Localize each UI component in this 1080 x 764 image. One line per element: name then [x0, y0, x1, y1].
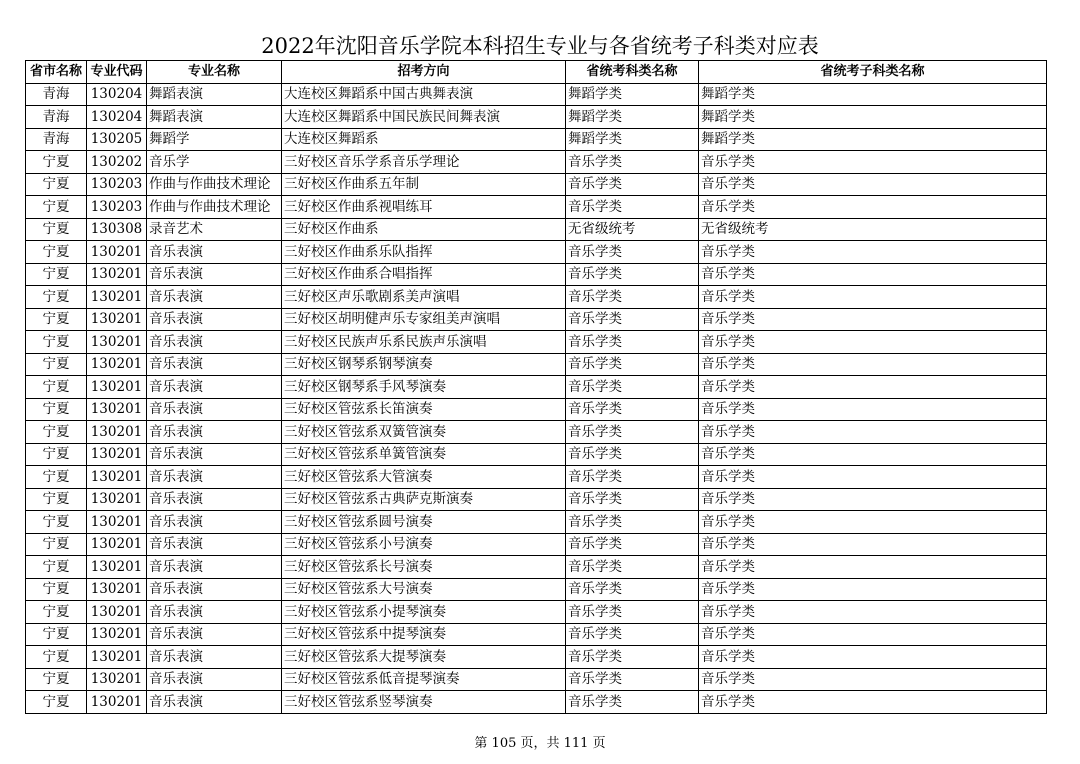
exam-category-cell: 舞蹈学类 [566, 106, 699, 129]
exam-category-cell: 音乐学类 [566, 331, 699, 354]
major-name-cell: 音乐表演 [147, 533, 282, 556]
exam-category-cell: 舞蹈学类 [566, 83, 699, 106]
exam-subcategory-cell: 舞蹈学类 [699, 106, 1047, 129]
major-code-cell: 130201 [87, 578, 147, 601]
direction-cell: 三好校区管弦系双簧管演奏 [282, 421, 566, 444]
exam-category-cell: 音乐学类 [566, 556, 699, 579]
province-cell: 宁夏 [26, 218, 87, 241]
table-header-row [26, 61, 1047, 84]
major-name-cell: 音乐学 [147, 151, 282, 174]
province-cell: 宁夏 [26, 578, 87, 601]
page-number: 第 105 页，共 111 页 [474, 736, 606, 751]
exam-category-cell: 无省级统考 [566, 218, 699, 241]
exam-subcategory-cell: 音乐学类 [699, 398, 1047, 421]
major-name-cell: 音乐表演 [147, 353, 282, 376]
exam-subcategory-cell: 音乐学类 [699, 533, 1047, 556]
major-code-cell: 130204 [87, 106, 147, 129]
direction-cell: 三好校区钢琴系手风琴演奏 [282, 376, 566, 399]
table-row [26, 668, 1047, 691]
table-row [26, 286, 1047, 309]
major-code-cell: 130201 [87, 263, 147, 286]
major-name-cell: 音乐表演 [147, 466, 282, 489]
exam-category-cell: 音乐学类 [566, 308, 699, 331]
province-cell: 宁夏 [26, 196, 87, 219]
province-cell: 宁夏 [26, 331, 87, 354]
province-cell: 宁夏 [26, 556, 87, 579]
direction-cell: 三好校区管弦系小提琴演奏 [282, 601, 566, 624]
province-cell: 宁夏 [26, 466, 87, 489]
major-name-cell: 音乐表演 [147, 286, 282, 309]
exam-subcategory-cell: 音乐学类 [699, 151, 1047, 174]
table-row [26, 488, 1047, 511]
exam-category-cell: 音乐学类 [566, 196, 699, 219]
major-name-cell: 音乐表演 [147, 308, 282, 331]
province-cell: 宁夏 [26, 691, 87, 714]
exam-category-cell: 音乐学类 [566, 623, 699, 646]
direction-cell: 三好校区钢琴系钢琴演奏 [282, 353, 566, 376]
exam-subcategory-cell: 音乐学类 [699, 331, 1047, 354]
table-row [26, 83, 1047, 106]
province-cell: 宁夏 [26, 601, 87, 624]
province-cell: 宁夏 [26, 488, 87, 511]
major-name-cell: 音乐表演 [147, 691, 282, 714]
table-row [26, 241, 1047, 264]
province-cell: 宁夏 [26, 376, 87, 399]
table-row [26, 308, 1047, 331]
direction-cell: 三好校区胡明健声乐专家组美声演唱 [282, 308, 566, 331]
direction-cell: 大连校区舞蹈系 [282, 128, 566, 151]
exam-subcategory-cell: 音乐学类 [699, 556, 1047, 579]
exam-subcategory-cell: 音乐学类 [699, 601, 1047, 624]
table-row [26, 173, 1047, 196]
major-code-cell: 130201 [87, 533, 147, 556]
major-name-cell: 音乐表演 [147, 331, 282, 354]
major-name-cell: 音乐表演 [147, 376, 282, 399]
major-name-cell: 录音艺术 [147, 218, 282, 241]
direction-cell: 三好校区管弦系中提琴演奏 [282, 623, 566, 646]
direction-cell: 三好校区作曲系乐队指挥 [282, 241, 566, 264]
direction-cell: 三好校区管弦系大管演奏 [282, 466, 566, 489]
major-name-cell: 音乐表演 [147, 488, 282, 511]
exam-category-cell: 音乐学类 [566, 443, 699, 466]
major-name-cell: 音乐表演 [147, 241, 282, 264]
direction-cell: 三好校区管弦系古典萨克斯演奏 [282, 488, 566, 511]
direction-cell: 三好校区管弦系圆号演奏 [282, 511, 566, 534]
exam-category-cell: 音乐学类 [566, 601, 699, 624]
direction-cell: 三好校区民族声乐系民族声乐演唱 [282, 331, 566, 354]
direction-cell: 三好校区作曲系合唱指挥 [282, 263, 566, 286]
exam-subcategory-cell: 音乐学类 [699, 173, 1047, 196]
major-code-cell: 130308 [87, 218, 147, 241]
exam-subcategory-cell: 无省级统考 [699, 218, 1047, 241]
table-row [26, 398, 1047, 421]
province-cell: 宁夏 [26, 443, 87, 466]
province-cell: 宁夏 [26, 308, 87, 331]
exam-subcategory-cell: 音乐学类 [699, 353, 1047, 376]
direction-cell: 三好校区音乐学系音乐学理论 [282, 151, 566, 174]
province-cell: 宁夏 [26, 398, 87, 421]
exam-category-cell: 音乐学类 [566, 488, 699, 511]
table-row [26, 421, 1047, 444]
document-title: 2022年沈阳音乐学院本科招生专业与各省统考子科类对应表 [261, 34, 819, 58]
header-major-code: 专业代码 [87, 61, 147, 84]
major-code-cell: 130205 [87, 128, 147, 151]
exam-category-cell: 音乐学类 [566, 353, 699, 376]
major-code-cell: 130201 [87, 623, 147, 646]
exam-category-cell: 音乐学类 [566, 668, 699, 691]
major-code-cell: 130201 [87, 376, 147, 399]
major-code-cell: 130201 [87, 668, 147, 691]
exam-subcategory-cell: 音乐学类 [699, 691, 1047, 714]
exam-subcategory-cell: 舞蹈学类 [699, 128, 1047, 151]
exam-category-cell: 音乐学类 [566, 421, 699, 444]
header-exam-category: 省统考科类名称 [566, 61, 699, 84]
province-cell: 宁夏 [26, 151, 87, 174]
table-row [26, 691, 1047, 714]
table-row [26, 533, 1047, 556]
exam-category-cell: 音乐学类 [566, 173, 699, 196]
exam-subcategory-cell: 音乐学类 [699, 286, 1047, 309]
table-row [26, 218, 1047, 241]
major-code-cell: 130201 [87, 646, 147, 669]
exam-category-cell: 音乐学类 [566, 376, 699, 399]
major-name-cell: 音乐表演 [147, 668, 282, 691]
table-row [26, 106, 1047, 129]
header-major-name: 专业名称 [147, 61, 282, 84]
direction-cell: 三好校区管弦系竖琴演奏 [282, 691, 566, 714]
direction-cell: 三好校区声乐歌剧系美声演唱 [282, 286, 566, 309]
table-row [26, 151, 1047, 174]
exam-category-cell: 音乐学类 [566, 398, 699, 421]
direction-cell: 大连校区舞蹈系中国民族民间舞表演 [282, 106, 566, 129]
table-row [26, 511, 1047, 534]
major-name-cell: 舞蹈学 [147, 128, 282, 151]
exam-category-cell: 音乐学类 [566, 578, 699, 601]
exam-subcategory-cell: 音乐学类 [699, 376, 1047, 399]
major-code-cell: 130201 [87, 466, 147, 489]
major-code-cell: 130204 [87, 83, 147, 106]
major-code-cell: 130203 [87, 196, 147, 219]
exam-subcategory-cell: 音乐学类 [699, 466, 1047, 489]
exam-category-cell: 音乐学类 [566, 511, 699, 534]
table-row [26, 263, 1047, 286]
exam-subcategory-cell: 音乐学类 [699, 196, 1047, 219]
direction-cell: 三好校区管弦系低音提琴演奏 [282, 668, 566, 691]
exam-category-cell: 音乐学类 [566, 533, 699, 556]
table-row [26, 601, 1047, 624]
major-code-cell: 130201 [87, 353, 147, 376]
major-code-cell: 130201 [87, 488, 147, 511]
direction-cell: 三好校区管弦系大提琴演奏 [282, 646, 566, 669]
exam-subcategory-cell: 音乐学类 [699, 263, 1047, 286]
table-row [26, 443, 1047, 466]
exam-category-cell: 音乐学类 [566, 151, 699, 174]
header-exam-subcategory: 省统考子科类名称 [699, 61, 1047, 84]
major-name-cell: 舞蹈表演 [147, 83, 282, 106]
table-row [26, 376, 1047, 399]
exam-subcategory-cell: 音乐学类 [699, 421, 1047, 444]
exam-subcategory-cell: 音乐学类 [699, 646, 1047, 669]
exam-subcategory-cell: 音乐学类 [699, 623, 1047, 646]
correspondence-table [25, 60, 1047, 714]
exam-subcategory-cell: 舞蹈学类 [699, 83, 1047, 106]
header-direction: 招考方向 [282, 61, 566, 84]
exam-subcategory-cell: 音乐学类 [699, 511, 1047, 534]
major-name-cell: 音乐表演 [147, 556, 282, 579]
major-code-cell: 130201 [87, 421, 147, 444]
direction-cell: 三好校区管弦系长笛演奏 [282, 398, 566, 421]
major-name-cell: 作曲与作曲技术理论 [147, 196, 282, 219]
exam-category-cell: 音乐学类 [566, 646, 699, 669]
major-name-cell: 音乐表演 [147, 398, 282, 421]
direction-cell: 三好校区管弦系大号演奏 [282, 578, 566, 601]
province-cell: 宁夏 [26, 668, 87, 691]
table-row [26, 196, 1047, 219]
exam-category-cell: 音乐学类 [566, 241, 699, 264]
province-cell: 宁夏 [26, 263, 87, 286]
direction-cell: 三好校区作曲系五年制 [282, 173, 566, 196]
province-cell: 青海 [26, 128, 87, 151]
exam-subcategory-cell: 音乐学类 [699, 668, 1047, 691]
major-name-cell: 音乐表演 [147, 601, 282, 624]
province-cell: 宁夏 [26, 353, 87, 376]
major-name-cell: 音乐表演 [147, 511, 282, 534]
major-name-cell: 舞蹈表演 [147, 106, 282, 129]
major-name-cell: 音乐表演 [147, 263, 282, 286]
province-cell: 宁夏 [26, 421, 87, 444]
major-code-cell: 130201 [87, 286, 147, 309]
table-row [26, 578, 1047, 601]
direction-cell: 大连校区舞蹈系中国古典舞表演 [282, 83, 566, 106]
exam-subcategory-cell: 音乐学类 [699, 241, 1047, 264]
province-cell: 宁夏 [26, 241, 87, 264]
major-code-cell: 130201 [87, 398, 147, 421]
province-cell: 宁夏 [26, 511, 87, 534]
major-code-cell: 130201 [87, 331, 147, 354]
exam-category-cell: 舞蹈学类 [566, 128, 699, 151]
province-cell: 宁夏 [26, 533, 87, 556]
major-code-cell: 130201 [87, 556, 147, 579]
province-cell: 宁夏 [26, 173, 87, 196]
exam-category-cell: 音乐学类 [566, 263, 699, 286]
province-cell: 青海 [26, 106, 87, 129]
table-row [26, 331, 1047, 354]
table-row [26, 623, 1047, 646]
major-code-cell: 130201 [87, 601, 147, 624]
exam-subcategory-cell: 音乐学类 [699, 443, 1047, 466]
exam-category-cell: 音乐学类 [566, 691, 699, 714]
direction-cell: 三好校区作曲系 [282, 218, 566, 241]
table-row [26, 556, 1047, 579]
direction-cell: 三好校区管弦系单簧管演奏 [282, 443, 566, 466]
major-name-cell: 音乐表演 [147, 646, 282, 669]
major-name-cell: 音乐表演 [147, 578, 282, 601]
major-code-cell: 130201 [87, 691, 147, 714]
direction-cell: 三好校区管弦系小号演奏 [282, 533, 566, 556]
table-row [26, 128, 1047, 151]
major-code-cell: 130201 [87, 308, 147, 331]
exam-subcategory-cell: 音乐学类 [699, 488, 1047, 511]
header-province: 省市名称 [26, 61, 87, 84]
major-code-cell: 130201 [87, 443, 147, 466]
table-row [26, 646, 1047, 669]
exam-category-cell: 音乐学类 [566, 466, 699, 489]
exam-subcategory-cell: 音乐学类 [699, 578, 1047, 601]
major-code-cell: 130203 [87, 173, 147, 196]
major-name-cell: 音乐表演 [147, 623, 282, 646]
major-name-cell: 音乐表演 [147, 443, 282, 466]
direction-cell: 三好校区管弦系长号演奏 [282, 556, 566, 579]
province-cell: 青海 [26, 83, 87, 106]
direction-cell: 三好校区作曲系视唱练耳 [282, 196, 566, 219]
major-code-cell: 130201 [87, 511, 147, 534]
exam-subcategory-cell: 音乐学类 [699, 308, 1047, 331]
major-name-cell: 作曲与作曲技术理论 [147, 173, 282, 196]
major-name-cell: 音乐表演 [147, 421, 282, 444]
province-cell: 宁夏 [26, 623, 87, 646]
table-row [26, 466, 1047, 489]
table-row [26, 353, 1047, 376]
province-cell: 宁夏 [26, 646, 87, 669]
major-code-cell: 130201 [87, 241, 147, 264]
province-cell: 宁夏 [26, 286, 87, 309]
exam-category-cell: 音乐学类 [566, 286, 699, 309]
major-code-cell: 130202 [87, 151, 147, 174]
